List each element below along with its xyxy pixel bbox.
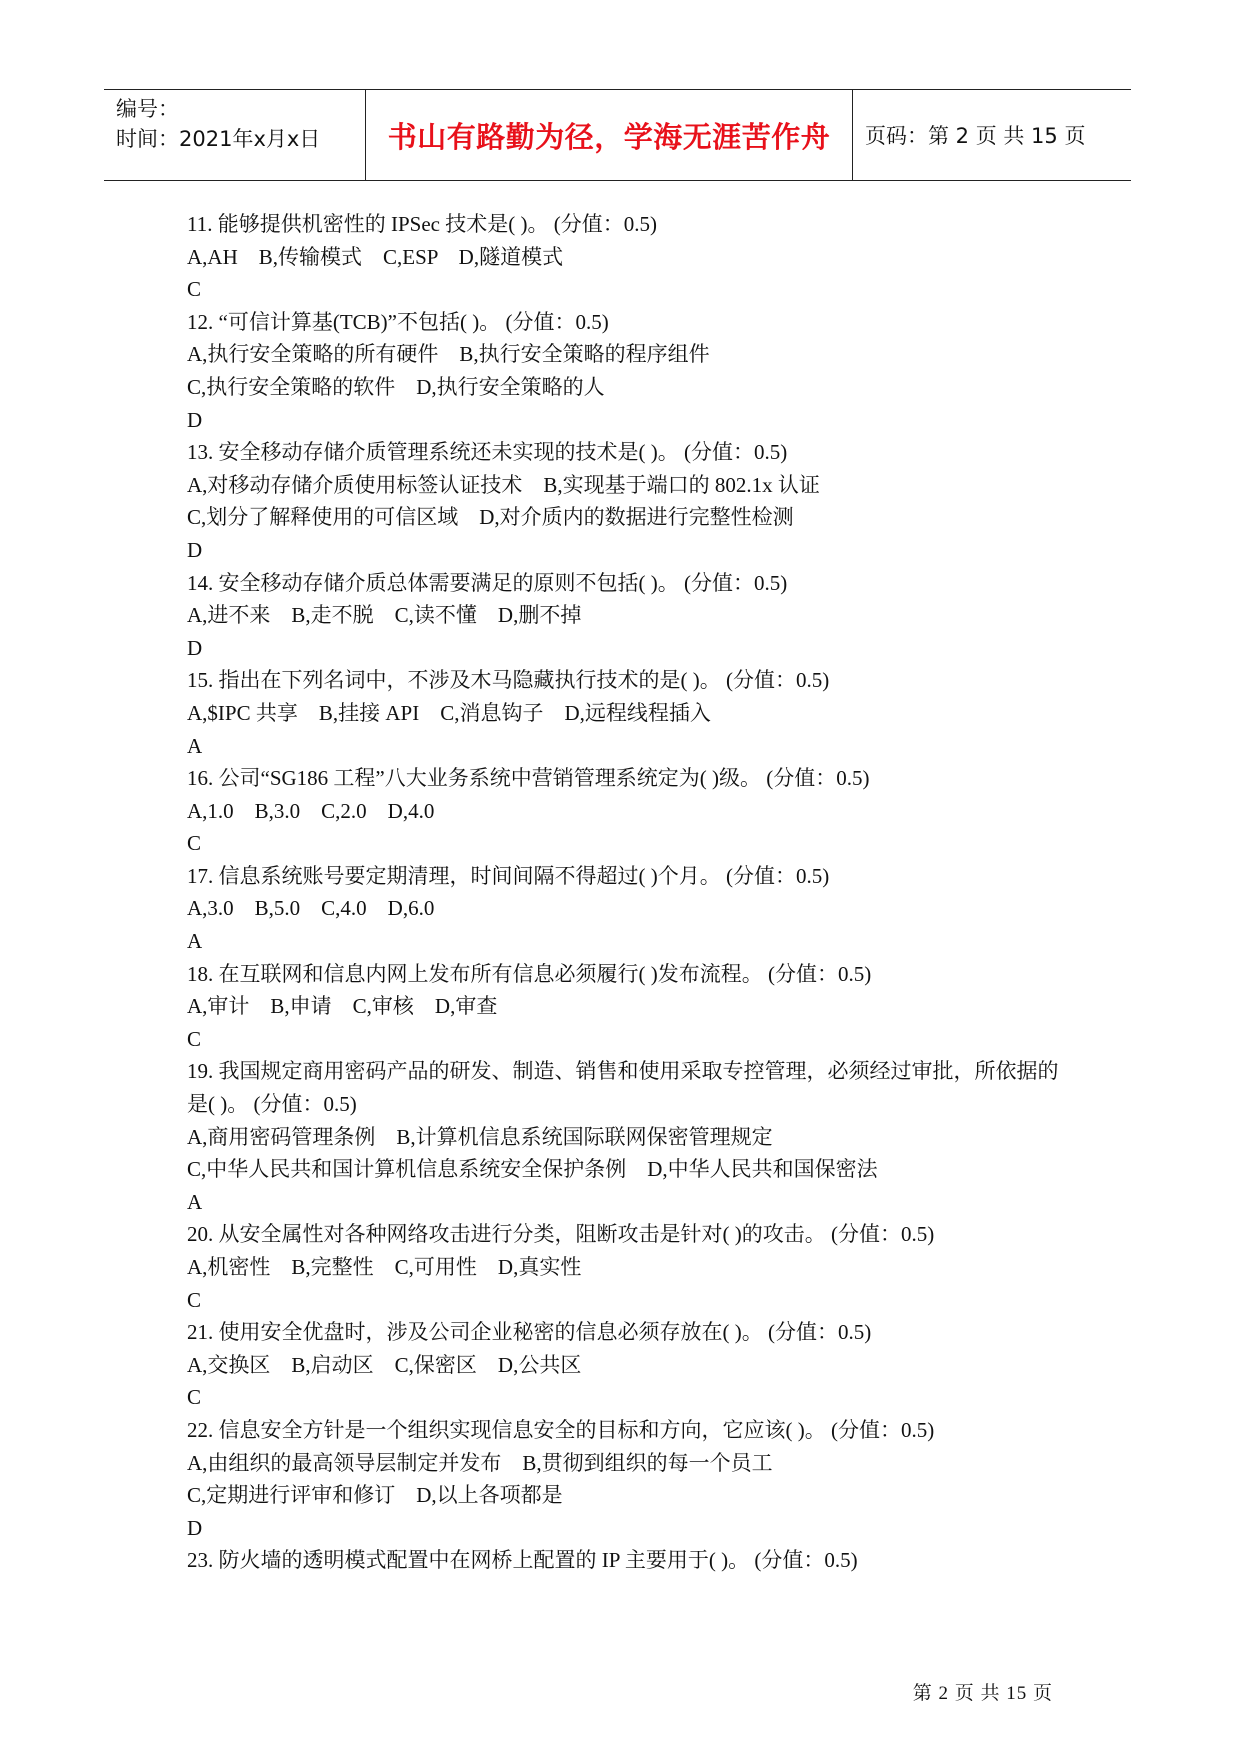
question-answer: D — [187, 407, 203, 432]
question-answer: A — [187, 929, 203, 954]
question-item — [187, 306, 1067, 436]
question-item — [187, 664, 1067, 762]
document-number-label: 编号： — [116, 97, 179, 121]
question-item — [187, 567, 1067, 665]
question-item — [187, 860, 1067, 958]
question-item — [187, 1316, 1067, 1414]
question-item — [187, 762, 1067, 860]
question-options: A,1.0 B,3.0 C,2.0 D,4.0 — [187, 798, 435, 823]
question-item — [187, 208, 1067, 306]
question-text: 17. 信息系统账号要定期清理，时间间隔不得超过( )个月。 (分值：0.5) — [187, 863, 830, 888]
question-item — [187, 1055, 1067, 1218]
question-answer: C — [187, 1026, 202, 1051]
question-text: 15. 指出在下列名词中，不涉及木马隐藏执行技术的是( )。 (分值：0.5) — [187, 668, 830, 693]
question-options: C,执行安全策略的软件 D,执行安全策略的人 — [187, 374, 605, 399]
question-answer: C — [187, 1287, 202, 1312]
question-options: A,执行安全策略的所有硬件 B,执行安全策略的程序组件 — [187, 342, 710, 367]
question-options: A,AH B,传输模式 C,ESP D,隧道模式 — [187, 244, 564, 269]
question-text: 21. 使用安全优盘时，涉及公司企业秘密的信息必须存放在( )。 (分值：0.5) — [187, 1320, 872, 1345]
question-item — [187, 958, 1067, 1056]
header-meta — [104, 90, 366, 180]
question-text: 16. 公司“SG186 工程”八大业务系统中营销管理系统定为( )级。 (分值：0.5) — [187, 766, 870, 791]
page-header — [104, 89, 1131, 181]
header-page-number: 页码：第 2 页 共 15 页 — [865, 124, 1086, 148]
question-item — [187, 1218, 1067, 1316]
question-answer: D — [187, 1515, 203, 1540]
question-text: 18. 在互联网和信息内网上发布所有信息必须履行( )发布流程。 (分值：0.5) — [187, 961, 872, 986]
question-options: C,定期进行评审和修订 D,以上各项都是 — [187, 1483, 563, 1508]
question-options: A,3.0 B,5.0 C,4.0 D,6.0 — [187, 896, 435, 921]
question-options: A,审计 B,申请 C,审核 D,审查 — [187, 994, 498, 1019]
question-options: A,对移动存储介质使用标签认证技术 B,实现基于端口的 802.1x 认证 — [187, 472, 820, 497]
question-answer: A — [187, 733, 203, 758]
question-options: A,$IPC 共享 B,挂接 API C,消息钩子 D,远程线程插入 — [187, 700, 711, 725]
question-options: A,商用密码管理条例 B,计算机信息系统国际联网保密管理规定 — [187, 1124, 773, 1149]
question-text: 11. 能够提供机密性的 IPSec 技术是( )。 (分值：0.5) — [187, 212, 657, 236]
page-footer: 第 2 页 共 15 页 — [912, 1683, 1053, 1704]
question-options: C,划分了解释使用的可信区域 D,对介质内的数据进行完整性检测 — [187, 505, 794, 530]
question-options: A,机密性 B,完整性 C,可用性 D,真实性 — [187, 1255, 582, 1279]
question-text: 22. 信息安全方针是一个组织实现信息安全的目标和方向，它应该( )。 (分值：0.5) — [187, 1417, 935, 1442]
question-item — [187, 436, 1067, 566]
question-answer: C — [187, 277, 202, 302]
question-answer: C — [187, 1385, 202, 1410]
document-time-label: 时间：2021年x月x日 — [116, 127, 321, 151]
question-answer: D — [187, 537, 203, 562]
header-motto: 书山有路勤为径，学海无涯苦作舟 — [366, 90, 853, 180]
question-options: C,中华人民共和国计算机信息系统安全保护条例 D,中华人民共和国保密法 — [187, 1157, 878, 1182]
question-text: 13. 安全移动存储介质管理系统还未实现的技术是( )。 (分值：0.5) — [187, 440, 788, 465]
question-text: 14. 安全移动存储介质总体需要满足的原则不包括( )。 (分值：0.5) — [187, 570, 788, 595]
question-answer: D — [187, 635, 203, 660]
question-answer: A — [187, 1189, 203, 1214]
question-options: A,由组织的最高领导层制定并发布 B,贯彻到组织的每一个员工 — [187, 1450, 773, 1475]
question-text: 23. 防火墙的透明模式配置中在网桥上配置的 IP 主要用于( )。 (分值：0.5) — [187, 1548, 858, 1573]
question-options: A,进不来 B,走不脱 C,读不懂 D,删不掉 — [187, 603, 582, 628]
question-answer: C — [187, 831, 202, 856]
question-item — [187, 1414, 1067, 1544]
question-text: 19. 我国规定商用密码产品的研发、制造、销售和使用采取专控管理，必须经过审批，所依据的是( )。 (分值：0.5) — [187, 1059, 1059, 1117]
question-text: 12. “可信计算基(TCB)”不包括( )。 (分值：0.5) — [187, 309, 609, 334]
question-text: 20. 从安全属性对各种网络攻击进行分类，阻断攻击是针对( )的攻击。 (分值：0.5) — [187, 1222, 935, 1247]
question-options: A,交换区 B,启动区 C,保密区 D,公共区 — [187, 1352, 582, 1377]
question-item — [187, 1544, 1067, 1577]
question-list — [187, 208, 1067, 1577]
